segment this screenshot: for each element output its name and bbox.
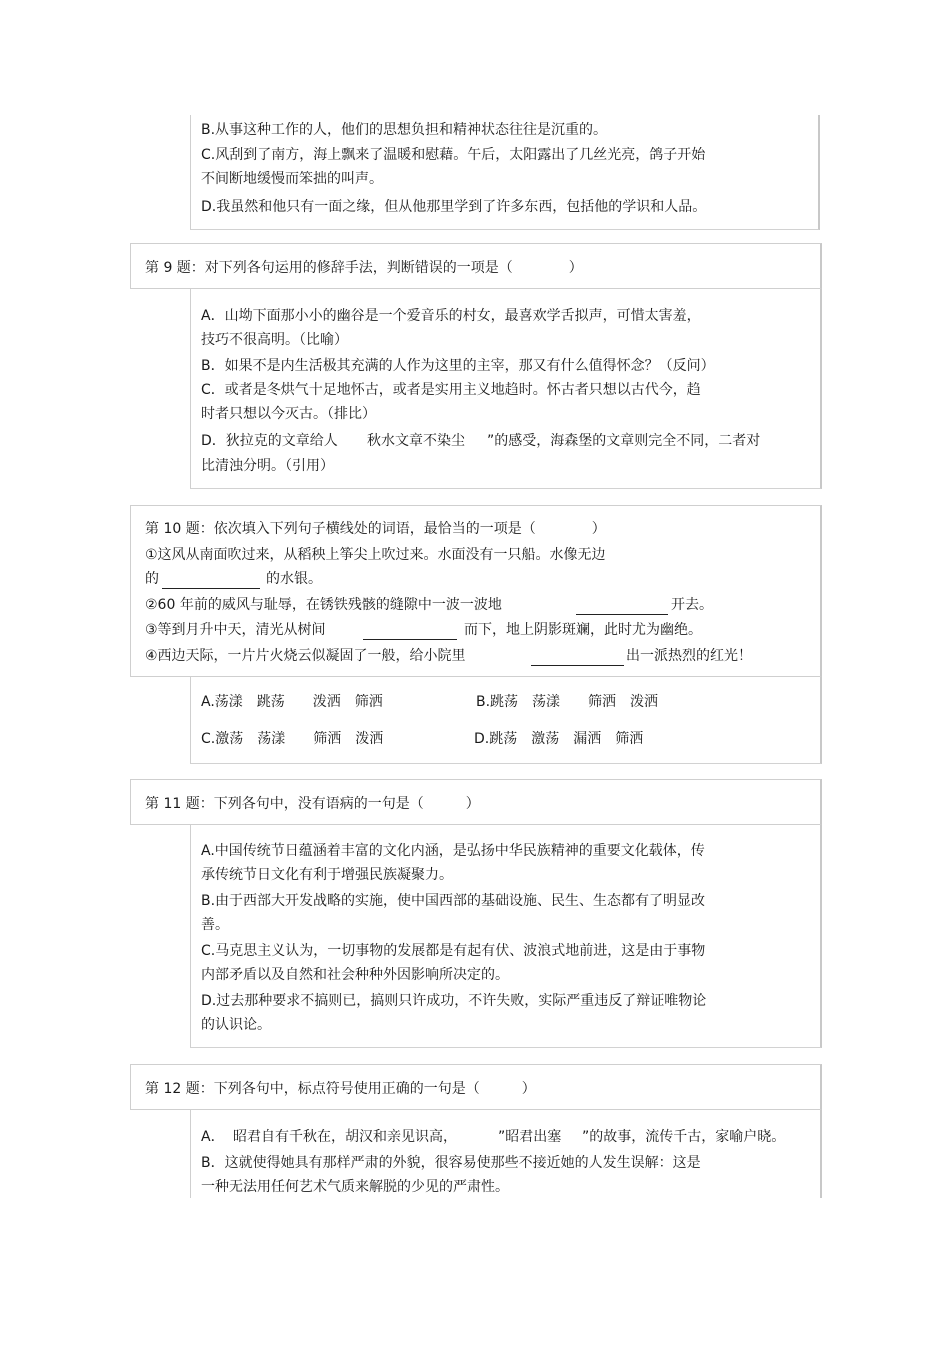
q11-option-a-line1: A.中国传统节日蕴涵着丰富的文化内涵，是弘扬中华民族精神的重要文化载体，传 xyxy=(201,843,705,859)
q10-option-c: C.激荡 荡漾 筛洒 泼洒 xyxy=(201,731,384,747)
q10-sentence2-a: ②60 年前的威风与耻辱，在锈铁残骸的缝隙中一波一波地 xyxy=(145,597,502,613)
blank-4 xyxy=(531,665,624,666)
question-12-title: 第 12 题：下列各句中，标点符号使用正确的一句是（ ） xyxy=(145,1081,536,1097)
q11-option-a-line2: 承传统节日文化有利于增强民族凝聚力。 xyxy=(201,867,453,883)
q9-option-d-line1-b: 秋水文章不染尘 xyxy=(367,433,465,449)
blank-2 xyxy=(576,614,668,615)
option-c-line1: C.风刮到了南方，海上飘来了温暖和慰藉。午后，太阳露出了几丝光亮，鸽子开始 xyxy=(201,147,706,163)
q12-option-a-line1-d: ”的故事，流传千古，家喻户晓。 xyxy=(582,1129,786,1145)
q10-sentence1-line2-a: 的 xyxy=(145,571,159,587)
q9-option-d-line2: 比清浊分明。（引用） xyxy=(201,458,334,474)
q11-option-c-line1: C.马克思主义认为，一切事物的发展都是有起有伏、波浪式地前进，这是由于事物 xyxy=(201,943,706,959)
q9-option-c-line1: C．或者是冬烘气十足地怀古，或者是实用主义地趋时。怀古者只想以古代今，趋 xyxy=(201,382,701,398)
q10-sentence4-a: ④西边天际，一片片火烧云似凝固了一般，给小院里 xyxy=(145,648,466,664)
q10-sentence3-a: ③等到月升中天，清光从树间 xyxy=(145,622,326,638)
q11-option-b-line1: B.由于西部大开发战略的实施，使中国西部的基础设施、民生、生态都有了明显改 xyxy=(201,893,706,909)
q9-option-c-line2: 时者只想以今灭古。（排比） xyxy=(201,406,376,422)
question-9-title: 第 9 题：对下列各句运用的修辞手法，判断错误的一项是（ ） xyxy=(145,260,583,276)
q10-option-b: B.跳荡 荡漾 筛洒 泼洒 xyxy=(476,694,659,710)
option-b: B.从事这种工作的人，他们的思想负担和精神状态往往是沉重的。 xyxy=(201,122,608,138)
q10-sentence1-line1: ①这风从南面吹过来，从稻秧上筝尖上吹过来。水面没有一只船。水像无边 xyxy=(145,547,606,563)
q9-option-b: B．如果不是内生活极其充满的人作为这里的主宰，那又有什么值得怀念？（反问） xyxy=(201,358,715,374)
q10-sentence1-line2-b: 的水银。 xyxy=(266,571,322,587)
q10-sentence2-b: 开去。 xyxy=(671,597,713,613)
question-10-title: 第 10 题：依次填入下列句子横线处的词语，最恰当的一项是（ ） xyxy=(145,521,606,537)
q11-option-c-line2: 内部矛盾以及自然和社会种种外因影响所决定的。 xyxy=(201,967,509,983)
q10-sentence3-b: 而下，地上阴影斑斓，此时尤为幽绝。 xyxy=(464,622,702,638)
option-c-line2: 不间断地缓慢而笨拙的叫声。 xyxy=(201,171,383,187)
option-d: D.我虽然和他只有一面之缘，但从他那里学到了许多东西，包括他的学识和人品。 xyxy=(201,199,707,215)
q12-option-b-line1: B．这就使得她具有那样严肃的外貌，很容易使那些不接近她的人发生误解：这是 xyxy=(201,1155,701,1171)
q10-sentence4-b: 出一派热烈的红光！ xyxy=(626,648,752,664)
q10-option-d: D.跳荡 激荡 漏洒 筛洒 xyxy=(474,731,644,747)
q11-option-d-line2: 的认识论。 xyxy=(201,1017,271,1033)
q10-option-a: A.荡漾 跳荡 泼洒 筛洒 xyxy=(201,694,383,710)
q9-option-a-line2: 技巧不很高明。（比喻） xyxy=(201,332,348,348)
q12-option-a-line1-c: ”昭君出塞 xyxy=(498,1129,562,1145)
q11-option-b-line2: 善。 xyxy=(201,917,229,933)
blank-3 xyxy=(363,639,457,640)
question-11-title: 第 11 题：下列各句中，没有语病的一句是（ ） xyxy=(145,796,480,812)
blank-1 xyxy=(162,588,260,589)
q9-option-a-line1: A．山坳下面那小小的幽谷是一个爱音乐的村女，最喜欢学舌拟声，可惜太害羞， xyxy=(201,308,701,324)
q9-option-d-line1-c: ”的感受，海森堡的文章则完全不同，二者对 xyxy=(487,433,761,449)
q9-option-d-line1-a: D．狄拉克的文章给人 xyxy=(201,433,338,449)
q12-option-b-line2: 一种无法用任何艺术气质来解脱的少见的严肃性。 xyxy=(201,1179,509,1195)
question-10-options xyxy=(190,677,822,764)
q11-option-d-line1: D.过去那种要求不搞则已，搞则只许成功，不许失败，实际严重违反了辩证唯物论 xyxy=(201,993,707,1009)
q12-option-a-line1-b: 昭君自有千秋在，胡汉和亲见识高， xyxy=(233,1129,457,1145)
q12-option-a-line1-a: A． xyxy=(201,1129,225,1145)
